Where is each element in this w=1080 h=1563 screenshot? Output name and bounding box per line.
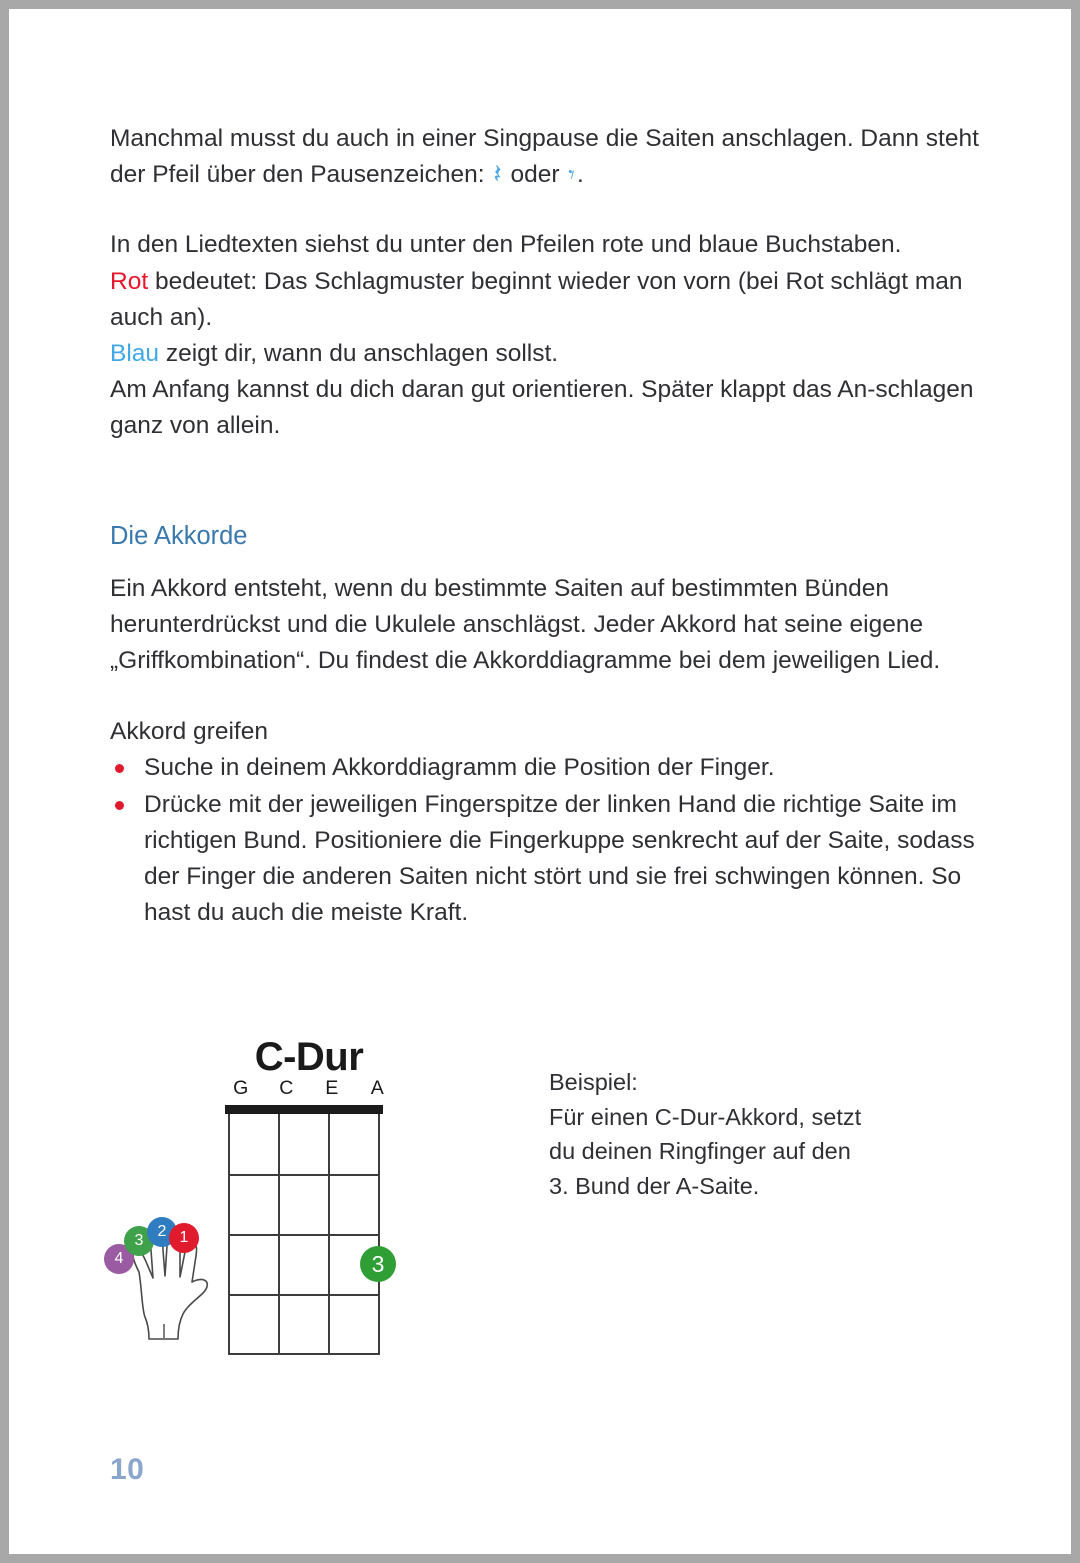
list-item-text: Suche in deinem Akkorddiagramm die Position der Finger. (144, 754, 775, 782)
paragraph-singpause-text-2: oder (503, 161, 567, 189)
paragraph-singpause (110, 121, 990, 193)
paragraph-singpause-text-1: Manchmal musst du auch in einer Singpause die Saiten anschlagen. Dann steht der Pfeil über den Pausenzeichen: (110, 125, 979, 189)
page-content (110, 121, 990, 931)
spacer (110, 553, 990, 571)
example-line-2: Für einen C-Dur-Akkord, setzt (549, 1103, 862, 1130)
fret-line-4 (228, 1353, 380, 1355)
bullet-dot-icon (115, 801, 124, 810)
string-label-c: C (279, 1077, 294, 1099)
section-heading-die-akkorde: Die Akkorde (110, 521, 248, 550)
page-number: 10 (110, 1453, 145, 1486)
list-title-akkord-greifen: Akkord greifen (110, 718, 268, 746)
word-blau: Blau (110, 340, 160, 368)
example-line-4: 3. Bund der A-Saite. (549, 1172, 760, 1199)
spacer (110, 445, 990, 519)
chord-figure-area (9, 1009, 1071, 1389)
fret-line-3 (228, 1294, 380, 1296)
string-label-row (218, 1077, 400, 1100)
string-label-e: E (325, 1077, 339, 1099)
liedtexte-line-1: In den Liedtexten siehst du unter den Pfeilen rote und blaue Buchstaben. (110, 231, 902, 259)
fretboard-diagram (228, 1105, 385, 1355)
paragraph-akkord-definition: Ein Akkord entsteht, wenn du bestimmte Saiten auf bestimmten Bünden herunterdrückst und die Ukulele anschlägst. Jeder Akkord hat seine eigene „Griffkombination“. Du findest die Akkorddiagramme bei dem jeweiligen Lied. (110, 574, 941, 675)
finger-badge-2: 2 (147, 1217, 177, 1247)
spacer (110, 679, 990, 714)
example-caption (549, 1065, 969, 1203)
hand-illustration (109, 1220, 224, 1340)
string-label-g: G (233, 1077, 249, 1099)
fret-line-1 (228, 1174, 380, 1176)
spacer (110, 193, 990, 227)
word-rot: Rot (110, 267, 149, 295)
paragraph-liedtexte (110, 227, 990, 444)
page-sheet (9, 9, 1071, 1554)
finger-badge-4: 4 (104, 1244, 134, 1274)
liedtexte-rot-line (110, 264, 990, 336)
bullet-list-akkord-greifen (110, 750, 990, 931)
string-label-a: A (370, 1077, 384, 1099)
fret-line-2 (228, 1234, 380, 1236)
liedtexte-blau-rest: zeigt dir, wann du anschlagen sollst. (159, 340, 559, 368)
finger-badge-1: 1 (169, 1223, 199, 1253)
liedtexte-rot-rest: bedeutet: Das Schlagmuster beginnt wieder von vorn (bei Rot schlägt man auch an). (110, 267, 963, 331)
paragraph-singpause-text-3: . (576, 161, 584, 189)
bullet-dot-icon (115, 764, 124, 773)
list-item (110, 787, 990, 932)
fret-grid (228, 1114, 380, 1355)
list-item-text: Drücke mit der jeweiligen Fingerspitze der linken Hand die richtige Saite im richtigen Bund. Positioniere die Fingerkuppe senkrecht auf der Saite, sodass der Finger die anderen Saiten nicht stört und sie frei schwingen können. So hast du auch die meiste Kraft. (144, 790, 975, 927)
eighth-rest-icon: 𝄾 (568, 161, 575, 190)
quarter-rest-icon: 𝄽 (493, 159, 502, 190)
example-line-3: du deinen Ringfinger auf den (549, 1138, 851, 1164)
liedtexte-blau-line (110, 336, 990, 372)
example-line-1: Beispiel: (549, 1069, 638, 1095)
list-item (110, 750, 990, 786)
finger-badge-3: 3 (124, 1226, 154, 1256)
liedtexte-line-last: Am Anfang kannst du dich daran gut orientieren. Später klappt das An-schlagen ganz von allein. (110, 376, 974, 440)
nut-bar (225, 1105, 383, 1114)
chord-title: C-Dur (254, 1035, 364, 1079)
finger-marker-3: 3 (360, 1246, 396, 1282)
